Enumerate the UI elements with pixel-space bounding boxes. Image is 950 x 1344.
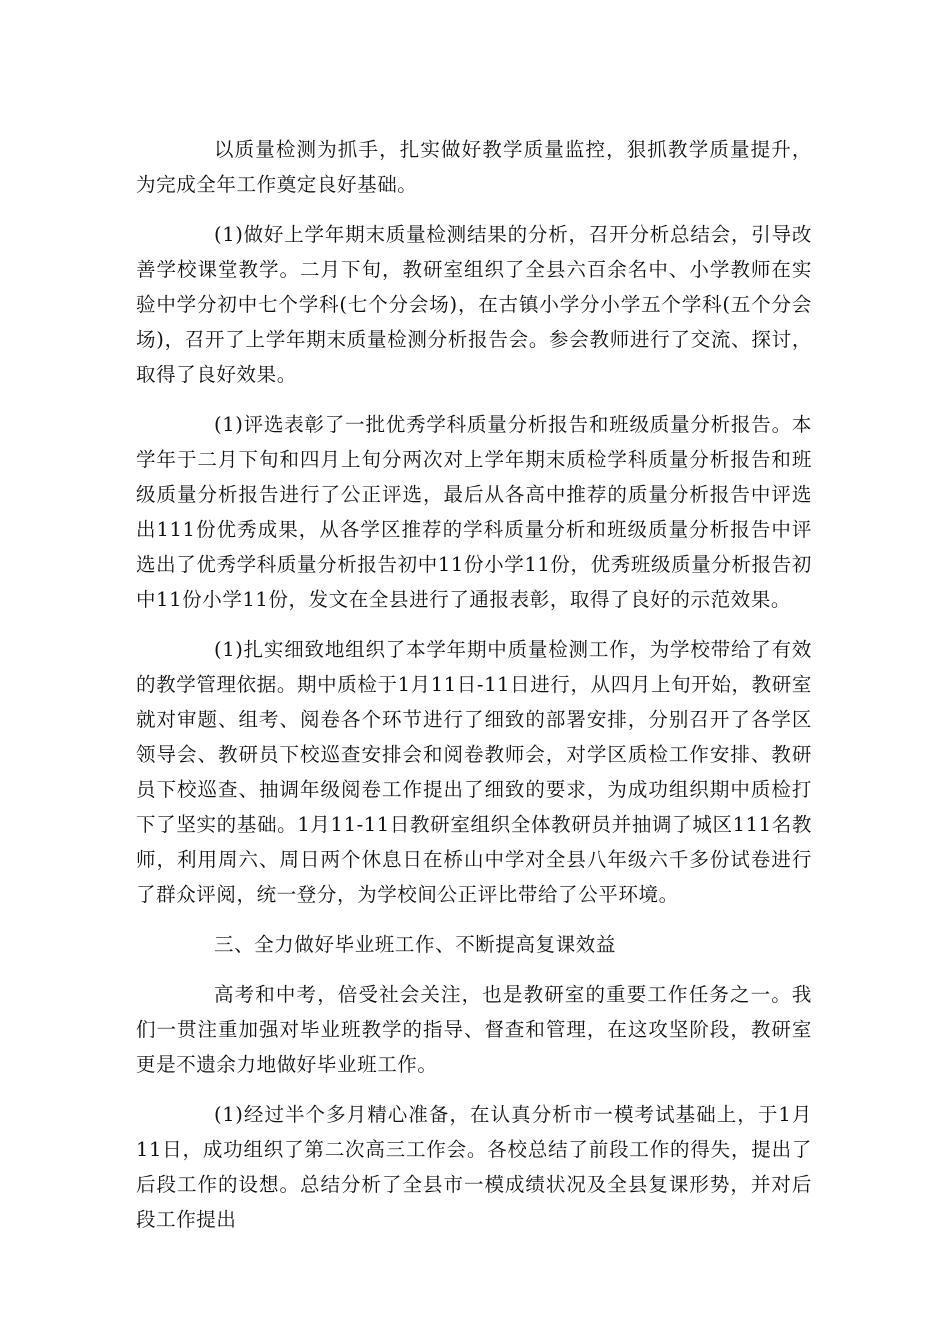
document-body (136, 132, 812, 1252)
paragraph-senior-meeting: (1)经过半个多月精心准备，在认真分析市一模考试基础上，于1月11日，成功组织了第二次高三工作会。各校总结了前段工作的得失，提出了后段工作的设想。总结分析了全县市一模成绩状况及全县复课形势，并对后段工作提出 (136, 1103, 812, 1231)
paragraph-quality-monitoring: 以质量检测为抓手，扎实做好教学质量监控，狠抓教学质量提升，为完成全年工作奠定良好基础。 (136, 138, 812, 196)
section-heading-graduating-classes: 三、全力做好毕业班工作、不断提高复课效益 (214, 933, 617, 956)
paragraph-result-analysis: (1)做好上学年期末质量检测结果的分析，召开分析总结会，引导改善学校课堂教学。二月下旬，教研室组织了全县六百余名中、小学教师在实验中学分初中七个学科(七个分会场)，在古镇小学分小学五个学科(五个分会场)，召开了上学年期末质量检测分析报告会。参会教师进行了交流、探讨，取得了良好效果。 (136, 223, 812, 386)
paragraph-exam-importance: 高考和中考，倍受社会关注，也是教研室的重要工作任务之一。我们一贯注重加强对毕业班教学的指导、督查和管理，在这攻坚阶段，教研室更是不遗余力地做好毕业班工作。 (136, 983, 812, 1076)
paragraph-report-awards: (1)评选表彰了一批优秀学科质量分析报告和班级质量分析报告。本学年于二月下旬和四月上旬分两次对上学年期末质检学科质量分析报告和班级质量分析报告进行了公正评选，最后从各高中推荐的质量分析报告中评选出111份优秀成果，从各学区推荐的学科质量分析和班级质量分析报告中评选出了优秀学科质量分析报告初中11份小学11份，优秀班级质量分析报告初中11份小学11份，发文在全县进行了通报表彰，取得了良好的示范效果。 (136, 413, 812, 611)
paragraph-midterm-exam: (1)扎实细致地组织了本学年期中质量检测工作，为学校带给了有效的教学管理依据。期中质检于1月11日-11日进行，从四月上旬开始，教研室就对审题、组考、阅卷各个环节进行了细致的部署安排，分别召开了各学区领导会、教研员下校巡查安排会和阅卷教师会，对学区质检工作安排、教研员下校巡查、抽调年级阅卷工作提出了细致的要求，为成功组织期中质检打下了坚实的基础。1月11-11日教研室组织全体教研员并抽调了城区111名教师，利用周六、周日两个休息日在桥山中学对全县八年级六千多份试卷进行了群众评阅，统一登分，为学校间公正评比带给了公平环境。 (136, 638, 812, 906)
